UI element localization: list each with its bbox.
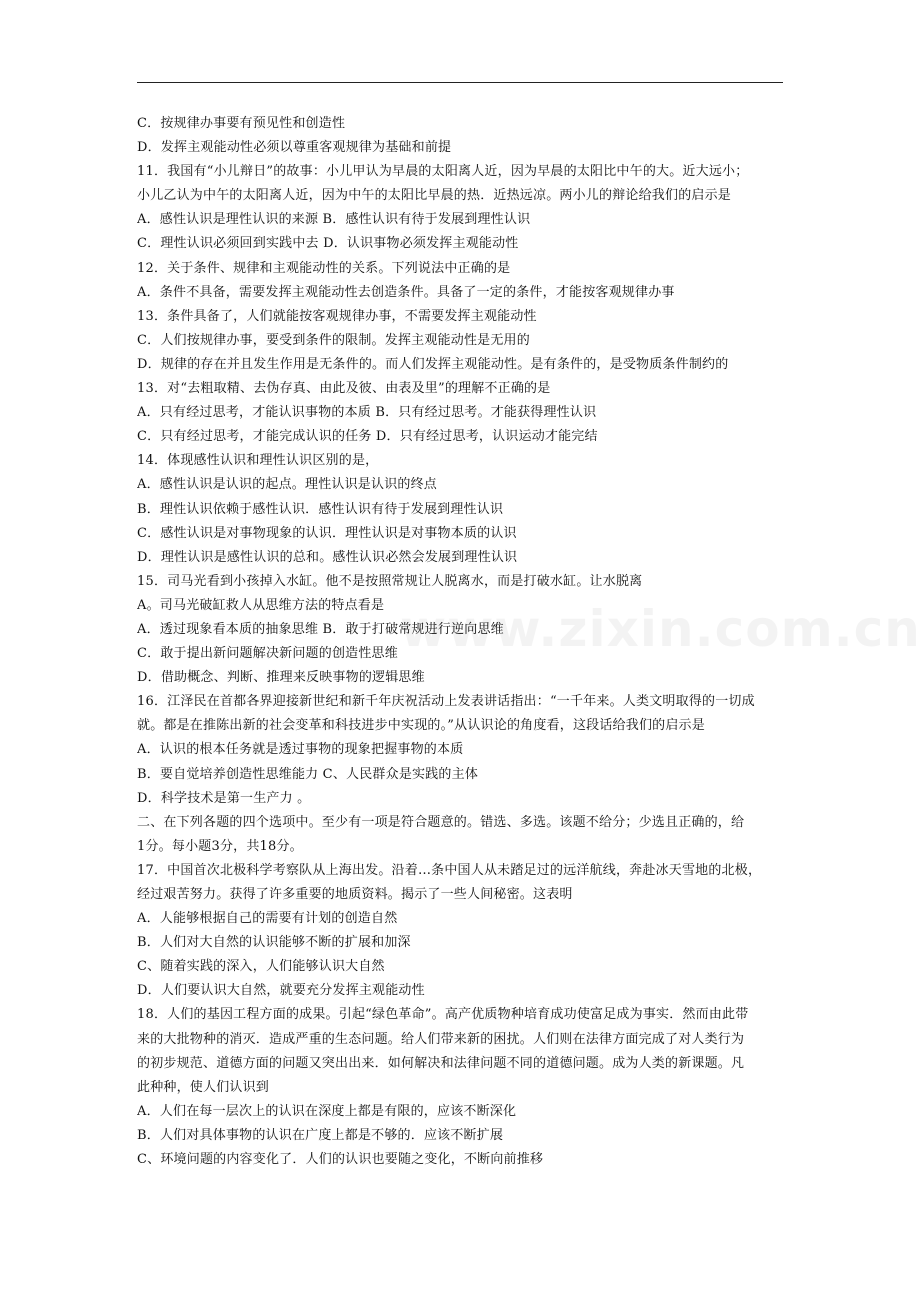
option-line: C．只有经过思考，才能完成认识的任务 D．只有经过思考，认识运动才能完结 — [137, 429, 598, 445]
question-13-stem: 13．对“去粗取精、去伪存真、由此及彼、由表及里”的理解不正确的是 — [137, 381, 551, 397]
text-line: 就。都是在推陈出新的社会变革和科技进步中实现的。”从认识论的角度看，这段话给我们的启示是 — [137, 718, 705, 734]
text-line: 1分。每小题3分，共18分。 — [137, 838, 303, 854]
option-line: B．人们对大自然的认识能够不断的扩展和加深 — [137, 935, 411, 951]
text-line: D．发挥主观能动性必须以尊重客观规律为基础和前提 — [137, 140, 452, 156]
option-line: C．感性认识是对事物现象的认识．理性认识是对事物本质的认识 — [137, 525, 517, 541]
option-line: C、环境问题的内容变化了．人们的认识也要随之变化，不断向前推移 — [137, 1152, 544, 1168]
option-line: C、随着实践的深入，人们能够认识大自然 — [137, 959, 385, 975]
section-heading: 二、在下列各题的四个选项中。至少有一项是符合题意的。错选、多选。该题不给分；少选且正确的，给 — [137, 814, 745, 830]
question-15-stem: 15．司马光看到小孩掉入水缸。他不是按照常规让人脱离水，而是打破水缸。让水脱离 — [137, 573, 643, 589]
option-line: C．理性认识必须回到实践中去 D．认识事物必须发挥主观能动性 — [137, 236, 519, 252]
option-line: 13．条件具备了，人们就能按客观规律办事，不需要发挥主观能动性 — [137, 308, 537, 324]
text-line: 的初步规范、道德方面的问题又突出出来．如何解决和法律问题不同的道德问题。成为人类的新课题。凡 — [137, 1055, 745, 1071]
option-line: C．敢于提出新问题解决新问题的创造性思维 — [137, 646, 398, 662]
option-line: D．规律的存在并且发生作用是无条件的。而人们发挥主观能动性。是有条件的，是受物质条件制约的 — [137, 356, 729, 372]
text-line: 小儿乙认为中午的太阳离人近，因为中午的太阳比早晨的热．近热远凉。两小儿的辩论给我们的启示是 — [137, 188, 732, 204]
question-17-stem: 17．中国首次北极科学考察队从上海出发。沿着…条中国人从未踏足过的远洋航线，奔赴冰天雪地的北极， — [137, 862, 762, 878]
option-line: A．条件不具备，需要发挥主观能动性去创造条件。具备了一定的条件，才能按客观规律办事 — [137, 284, 675, 300]
option-line: D．理性认识是感性认识的总和。感性认识必然会发展到理性认识 — [137, 549, 518, 565]
option-line: A．只有经过思考，才能认识事物的本质 B．只有经过思考。才能获得理性认识 — [137, 405, 597, 421]
option-line: A．感性认识是认识的起点。理性认识是认识的终点 — [137, 477, 437, 493]
option-line: A．透过现象看本质的抽象思维 B．敢于打破常规进行逆向思维 — [137, 621, 504, 637]
document-body — [137, 112, 787, 1172]
question-16-stem: 16．江泽民在首都各界迎接新世纪和新千年庆祝活动上发表讲话指出：“一千年来。人类文明取得的一切成 — [137, 694, 755, 710]
text-line: A。司马光破缸救人从思维方法的特点看是 — [137, 597, 385, 613]
text-line: C．按规律办事要有预见性和创造性 — [137, 116, 346, 131]
question-14-stem: 14．体现感性认识和理性认识区别的是， — [137, 453, 379, 469]
option-line: B．人们对具体事物的认识在广度上都是不够的．应该不断扩展 — [137, 1127, 504, 1143]
text-line: 此种种，使人们认识到 — [137, 1079, 270, 1095]
option-line: B．要自觉培养创造性思维能力 C、人民群众是实践的主体 — [137, 766, 479, 782]
question-11-stem: 11．我国有“小儿辩日”的故事：小儿甲认为早晨的太阳离人近，因为早晨的太阳比中午的大。近大远小； — [137, 164, 749, 180]
option-line: C．人们按规律办事，要受到条件的限制。发挥主观能动性是无用的 — [137, 332, 530, 348]
option-line: A．感性认识是理性认识的来源 B．感性认识有待于发展到理性认识 — [137, 212, 531, 228]
option-line: D．人们要认识大自然，就要充分发挥主观能动性 — [137, 983, 425, 999]
text-line: 经过艰苦努力。获得了许多重要的地质资料。揭示了一些人间秘密。这表明 — [137, 887, 573, 902]
option-line: A．人能够根据自己的需要有计划的创造自然 — [137, 911, 398, 927]
header-rule — [137, 82, 783, 83]
option-line: D．借助概念、判断、推理来反映事物的逻辑思维 — [137, 670, 425, 686]
question-12-stem: 12．关于条件、规律和主观能动性的关系。下列说法中正确的是 — [137, 260, 511, 276]
option-line: B．理性认识依赖于感性认识．感性认识有待于发展到理性认识 — [137, 501, 504, 517]
option-line: A．认识的根本任务就是透过事物的现象把握事物的本质 — [137, 742, 464, 758]
option-line: A．人们在每一层次上的认识在深度上都是有限的，应该不断深化 — [137, 1103, 517, 1119]
option-line: D．科学技术是第一生产力 。 — [137, 790, 311, 806]
question-18-stem: 18．人们的基因工程方面的成果。引起“绿色革命”。高产优质物种培育成功使富足成为事实．然而由此带 — [137, 1007, 749, 1023]
text-line: 来的大批物种的消灭．造成严重的生态问题。给人们带来新的困扰。人们则在法律方面完成了对人类行为 — [137, 1031, 745, 1047]
